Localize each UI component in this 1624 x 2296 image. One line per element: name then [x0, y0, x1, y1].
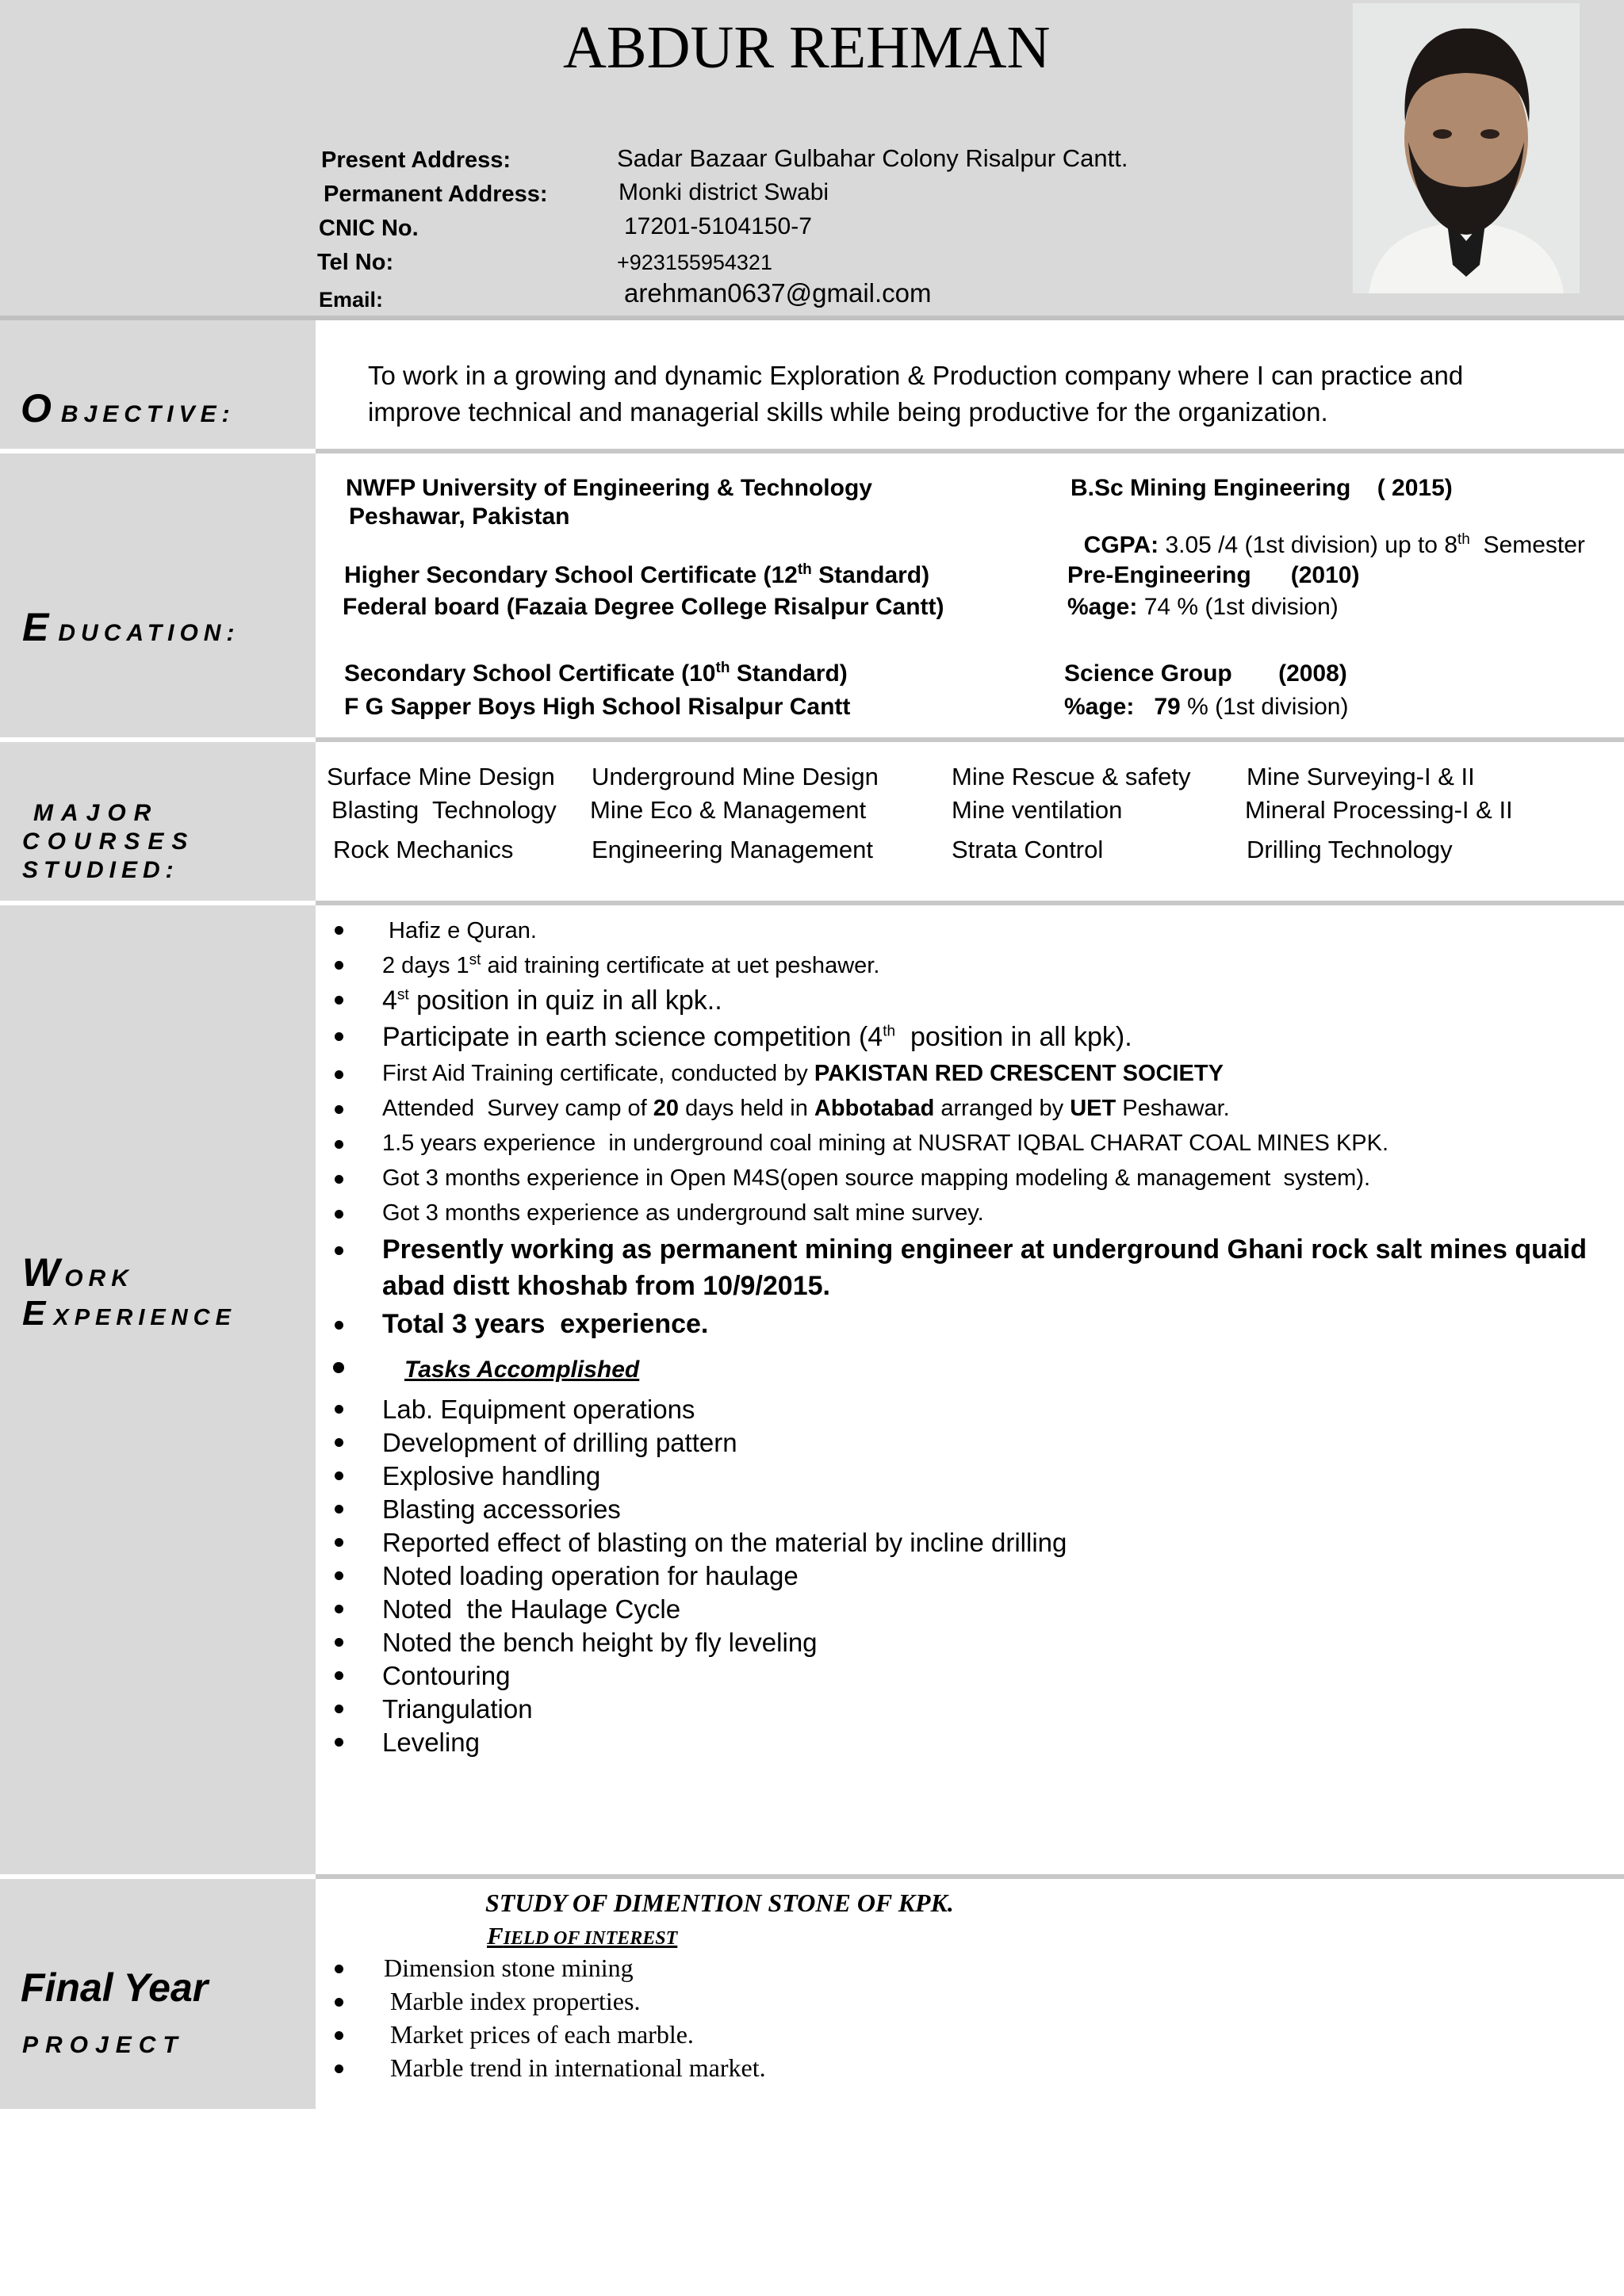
uni-name: NWFP University of Engineering & Technology [346, 475, 872, 501]
bullet-icon [335, 2064, 343, 2073]
course-item: Drilling Technology [1247, 836, 1453, 863]
exp-i2sup: st [469, 951, 481, 969]
exp-i3sup: st [396, 986, 409, 1004]
experience-w-rest: ORK [64, 1265, 134, 1292]
exp-i6a: Attended Survey camp of [382, 1096, 653, 1121]
hssc-age-label: %age: [1067, 594, 1138, 620]
courses-label-line-2: COURSES [22, 828, 196, 855]
bullet-icon [333, 1362, 344, 1373]
objective-rest: BJECTIVE: [60, 401, 236, 427]
exp-item: abad distt khoshab from 10/9/2015. [382, 1271, 830, 1301]
contact-label-present: Present Address: [321, 147, 511, 173]
ssc-age-value: % (1st division) [1180, 694, 1349, 720]
task-item: Development of drilling pattern [382, 1428, 737, 1457]
exp-i6g: Peshawar. [1116, 1096, 1230, 1121]
experience-label-line-2 [22, 1292, 236, 1339]
task-item: Blasting accessories [382, 1494, 621, 1524]
ssc-age-label: %age: 79 [1064, 694, 1181, 720]
bullet-icon [335, 1965, 343, 1973]
experience-label-cell [0, 905, 316, 1874]
exp-item [382, 1059, 1224, 1088]
exp-i5a: First Aid Training certificate, conducted by [382, 1061, 814, 1086]
exp-i6e: arranged by [934, 1096, 1071, 1121]
course-item: Rock Mechanics [333, 836, 514, 863]
exp-i3a: 4 [382, 985, 397, 1016]
tasks-heading: Tasks Accomplished [404, 1357, 640, 1383]
exp-i2b: aid training certificate at uet peshawer. [481, 953, 880, 978]
exp-item: Hafiz e Quran. [389, 918, 537, 943]
task-item: Contouring [382, 1661, 511, 1690]
task-item: Reported effect of blasting on the material by incline drilling [382, 1528, 1067, 1557]
contact-value-email: arehman0637@gmail.com [624, 279, 932, 308]
bullet-icon [335, 1471, 343, 1480]
bullet-icon [335, 2031, 343, 2040]
objective-section-label [21, 387, 236, 436]
hssc-title [344, 561, 929, 590]
exp-i5b: PAKISTAN RED CRESCENT SOCIETY [814, 1061, 1224, 1086]
exp-item [382, 951, 879, 980]
candidate-name: ABDUR REHMAN [563, 14, 1051, 81]
uni-cgpa-label: CGPA: [1083, 532, 1159, 558]
exp-item [382, 1094, 1230, 1123]
ssc-group: Science Group (2008) [1064, 660, 1347, 687]
objective-line-1: To work in a growing and dynamic Exploration & Production company where I can practice and [368, 361, 1464, 390]
exp-i6f: UET [1070, 1096, 1116, 1121]
bullet-icon [335, 961, 343, 970]
course-item: Mine Surveying-I & II [1247, 763, 1475, 790]
divider [316, 901, 1624, 905]
ssc-school: F G Sapper Boys High School Risalpur Cantt [344, 694, 851, 720]
course-item: Surface Mine Design [327, 763, 555, 790]
education-initial: E [22, 605, 51, 649]
ssc-title-b: Standard) [730, 660, 848, 687]
person-silhouette-icon [1353, 3, 1580, 293]
bullet-icon [335, 1105, 343, 1114]
bullet-icon [335, 1505, 343, 1513]
course-item: Mine ventilation [952, 796, 1123, 824]
bullet-icon [335, 1671, 343, 1680]
bullet-icon [335, 996, 343, 1004]
project-item: Marble trend in international market. [384, 2053, 766, 2082]
hssc-group: Pre-Engineering (2010) [1067, 562, 1360, 588]
hssc-title-a: Higher Secondary School Certificate (12 [344, 562, 798, 588]
ssc-age [1064, 693, 1348, 721]
bullet-icon [335, 1321, 343, 1330]
exp-i6b: 20 [653, 1096, 680, 1121]
exp-i6d: Abbotabad [814, 1096, 935, 1121]
bullet-icon [335, 926, 343, 935]
exp-i4sup: th [883, 1023, 896, 1040]
divider [316, 1874, 1624, 1879]
contact-label-cnic: CNIC No. [319, 216, 419, 241]
experience-w-initial: W [22, 1250, 62, 1295]
bullet-icon [335, 1032, 343, 1041]
bullet-icon [335, 1638, 343, 1647]
bullet-icon [335, 1738, 343, 1747]
uni-place: Peshawar, Pakistan [349, 503, 570, 530]
exp-item: Total 3 years experience. [382, 1309, 709, 1339]
exp-item: Got 3 months experience as underground salt mine survey. [382, 1200, 984, 1226]
contact-label-tel: Tel No: [317, 250, 394, 275]
exp-i4a: Participate in earth science competition (4 [382, 1022, 883, 1052]
project-label-line-1: Final Year [21, 1965, 209, 2010]
divider [316, 449, 1624, 453]
courses-label-line-3: STUDIED: [22, 857, 179, 883]
task-item: Lab. Equipment operations [382, 1395, 695, 1424]
experience-e-initial: E [22, 1294, 48, 1333]
project-item: Marble index properties. [384, 1987, 641, 2015]
course-item: Strata Control [952, 836, 1104, 863]
exp-i6c: days held in [679, 1096, 814, 1121]
task-item: Explosive handling [382, 1461, 601, 1490]
bullet-icon [335, 1405, 343, 1414]
uni-cgpa-tail: Semester [1469, 532, 1585, 558]
course-item: Mineral Processing-I & II [1245, 796, 1513, 824]
exp-item [382, 1021, 1132, 1053]
project-item: Dimension stone mining [384, 1954, 634, 1982]
task-item: Leveling [382, 1728, 480, 1757]
bullet-icon [335, 1175, 343, 1184]
task-item: Noted loading operation for haulage [382, 1561, 799, 1590]
objective-initial: O [21, 386, 53, 430]
hssc-board: Federal board (Fazaia Degree College Risalpur Cantt) [343, 594, 944, 620]
uni-cgpa-value: 3.05 /4 (1st division) up to 8 [1159, 532, 1457, 558]
divider [316, 737, 1624, 742]
field-rest: IELD OF INTEREST [503, 1928, 678, 1949]
contact-value-cnic: 17201-5104150-7 [624, 213, 812, 239]
bullet-icon [335, 1998, 343, 2007]
field-of-interest-heading [487, 1922, 677, 1953]
bullet-icon [335, 1140, 343, 1149]
task-item: Noted the Haulage Cycle [382, 1594, 681, 1624]
experience-e-rest: XPERIENCE [53, 1305, 236, 1330]
bullet-icon [335, 1538, 343, 1547]
contact-value-permanent: Monki district Swabi [619, 179, 829, 205]
contact-label-email: Email: [319, 288, 384, 312]
project-item: Market prices of each marble. [384, 2020, 694, 2049]
course-item: Mine Rescue & safety [952, 763, 1191, 790]
objective-line-2: improve technical and managerial skills while being productive for the organization. [368, 397, 1328, 427]
exp-i3b: position in quiz in all kpk.. [408, 985, 722, 1016]
bullet-icon [335, 1210, 343, 1219]
task-item: Triangulation [382, 1694, 533, 1724]
exp-item: 1.5 years experience in underground coal mining at NUSRAT IQBAL CHARAT COAL MINES KPK. [382, 1131, 1389, 1156]
education-section-label [22, 606, 239, 655]
project-label-line-2: PROJECT [22, 2032, 185, 2058]
exp-item: Got 3 months experience in Open M4S(open source mapping modeling & management system). [382, 1165, 1371, 1191]
education-label-cell [0, 453, 316, 737]
education-rest: DUCATION: [58, 620, 240, 646]
bullet-icon [335, 1705, 343, 1713]
ssc-title-a: Secondary School Certificate (10 [344, 660, 716, 687]
ssc-title [344, 660, 848, 688]
bullet-icon [335, 1246, 343, 1255]
course-item: Engineering Management [592, 836, 874, 863]
contact-value-tel: +923155954321 [617, 251, 772, 274]
hssc-title-b: Standard) [811, 562, 930, 588]
exp-item: Presently working as permanent mining engineer at underground Ghani rock salt mines quaid [382, 1234, 1587, 1265]
courses-label-line-1: MAJOR [33, 800, 159, 826]
divider [0, 316, 1624, 320]
course-item: Mine Eco & Management [590, 796, 867, 824]
task-item: Noted the bench height by fly leveling [382, 1628, 818, 1657]
uni-cgpa [1071, 503, 1585, 560]
uni-degree: B.Sc Mining Engineering ( 2015) [1071, 475, 1453, 501]
bullet-icon [335, 1070, 343, 1079]
field-initial: F [487, 1922, 504, 1950]
project-title: STUDY OF DIMENTION STONE OF KPK. [485, 1888, 954, 1917]
exp-i4b: position in all kpk). [895, 1022, 1132, 1052]
bullet-icon [335, 1605, 343, 1613]
profile-photo [1353, 3, 1580, 293]
exp-i2a: 2 days 1 [382, 953, 469, 978]
course-item: Underground Mine Design [592, 763, 879, 790]
contact-label-permanent: Permanent Address: [324, 182, 548, 207]
exp-item [382, 985, 722, 1016]
hssc-age-value: 74 % (1st division) [1137, 594, 1339, 620]
bullet-icon [335, 1571, 343, 1580]
ssc-title-sup: th [715, 660, 730, 676]
contact-value-present: Sadar Bazaar Gulbahar Colony Risalpur Cantt. [617, 144, 1128, 172]
hssc-age [1067, 593, 1339, 622]
course-item: Blasting Technology [331, 796, 557, 824]
hssc-title-sup: th [797, 561, 812, 578]
bullet-icon [335, 1438, 343, 1447]
uni-cgpa-sup: th [1457, 531, 1470, 548]
